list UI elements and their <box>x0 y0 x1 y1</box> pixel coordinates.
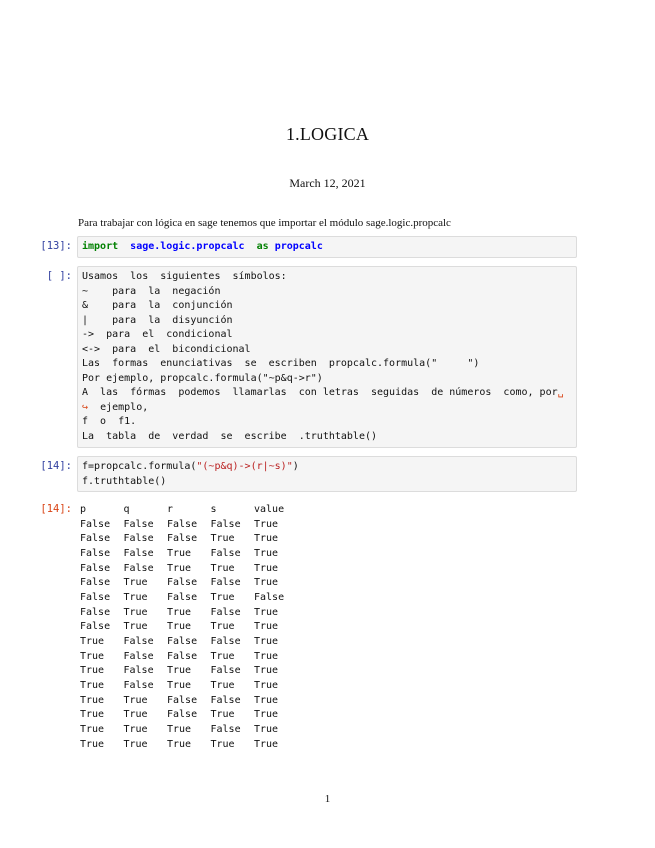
truth-table-cell: True <box>254 665 279 677</box>
truth-table-cell: False <box>123 533 154 545</box>
truth-table-cell: True <box>123 577 148 589</box>
as-keyword: as <box>256 241 269 252</box>
truth-table-cell: False <box>254 591 285 603</box>
truth-table-cell: False <box>123 562 154 574</box>
truth-table-cell: False <box>123 679 154 691</box>
truth-table-cell: True <box>254 679 279 691</box>
truth-table-row <box>80 576 284 591</box>
header-cell: r <box>167 504 174 515</box>
truth-table-cell: True <box>167 723 192 735</box>
truth-table-cell: True <box>123 738 148 750</box>
truth-table-cell: True <box>254 650 279 662</box>
truth-table-row <box>80 518 284 533</box>
truth-table-row <box>80 694 284 709</box>
truth-table-cell: True <box>123 606 148 618</box>
truth-table-cell: False <box>210 635 241 647</box>
document-date: March 12, 2021 <box>289 176 366 190</box>
code-line: La tabla de verdad se escribe .truthtable() <box>82 430 378 442</box>
truth-table-cell: True <box>210 709 235 721</box>
truth-table-cell: True <box>123 694 148 706</box>
code-line: A las fórmas podemos llamarlas con letras seguidas de números como, por <box>82 387 558 398</box>
code-line: Usamos los siguientes símbolos: <box>82 271 287 282</box>
truth-table-cell: True <box>80 679 105 691</box>
truth-table-cell: False <box>167 591 198 603</box>
truth-table-cell: False <box>167 533 198 545</box>
truth-table-cell: True <box>210 679 235 691</box>
truth-table-cell: False <box>210 665 241 677</box>
code-line: Las formas enunciativas se escriben propcalc.formula(" ") <box>82 358 480 369</box>
truth-table-header <box>80 503 284 518</box>
truth-table-row <box>80 532 284 547</box>
truth-table-cell: True <box>167 547 192 559</box>
truth-table-cell: False <box>167 518 198 530</box>
truth-table-cell: False <box>210 723 241 735</box>
truth-table-cell: True <box>123 709 148 721</box>
document-title: 1.LOGICA <box>285 124 370 144</box>
truth-table-cell: False <box>80 562 111 574</box>
cell-prompt-empty: [ ]: <box>46 270 72 282</box>
header-cell: value <box>254 504 285 515</box>
truth-table-output <box>80 503 284 752</box>
truth-table-cell: True <box>210 650 235 662</box>
truth-table-cell: True <box>254 547 279 559</box>
truth-table-cell: True <box>167 621 192 633</box>
truth-table-row <box>80 723 284 738</box>
truth-table-cell: True <box>123 723 148 735</box>
truth-table-cell: True <box>254 562 279 574</box>
page-number: 1 <box>324 793 331 805</box>
truth-table-row <box>80 591 284 606</box>
code-line: f o f1. <box>82 416 137 427</box>
header-cell: s <box>210 504 217 515</box>
module-alias: propcalc <box>274 241 323 252</box>
truth-table-cell: False <box>167 650 198 662</box>
truth-table-row <box>80 620 284 635</box>
truth-table-row <box>80 635 284 650</box>
code-line: | para la disyunción <box>82 314 233 326</box>
truth-table-cell: True <box>254 533 279 545</box>
truth-table-body <box>80 518 284 753</box>
truth-table-row <box>80 679 284 694</box>
module-name: sage.logic.propcalc <box>130 241 245 252</box>
truth-table-cell: True <box>80 635 105 647</box>
truth-table-cell: True <box>80 723 105 735</box>
truth-table-cell: False <box>123 518 154 530</box>
truth-table-row <box>80 738 284 753</box>
truth-table-cell: True <box>210 533 235 545</box>
truth-table-cell: True <box>80 694 105 706</box>
truth-table-cell: True <box>254 694 279 706</box>
truth-table-row <box>80 650 284 665</box>
truth-table-cell: False <box>210 518 241 530</box>
truth-table-cell: True <box>254 577 279 589</box>
header-cell: p <box>80 504 87 515</box>
truth-table-cell: False <box>167 635 198 647</box>
wrap-arrow-icon: ↪ <box>82 401 89 413</box>
truth-table-cell: True <box>254 518 279 530</box>
truth-table-cell: True <box>167 606 192 618</box>
truth-table-cell: True <box>254 621 279 633</box>
import-keyword: import <box>82 241 119 252</box>
truth-table-cell: False <box>80 547 111 559</box>
truth-table-cell: False <box>123 635 154 647</box>
code-line: <-> para el bicondicional <box>82 343 251 355</box>
truth-table-cell: True <box>80 650 105 662</box>
truth-table-cell: False <box>80 533 111 545</box>
truth-table-cell: True <box>254 709 279 721</box>
truth-table-cell: True <box>80 709 105 721</box>
truth-table-cell: False <box>80 577 111 589</box>
truth-table-row <box>80 562 284 577</box>
intro-paragraph: Para trabajar con lógica en sage tenemos que importar el módulo sage.logic.propcalc <box>78 217 451 229</box>
truth-table-cell: True <box>210 738 235 750</box>
line-continuation-mark: ␣ <box>557 387 564 398</box>
truth-table-cell: False <box>123 665 154 677</box>
truth-table-cell: False <box>167 694 198 706</box>
code-line: f.truthtable() <box>82 475 167 487</box>
truth-table-cell: True <box>254 635 279 647</box>
truth-table-cell: True <box>167 562 192 574</box>
truth-table-cell: True <box>167 679 192 691</box>
truth-table-cell: True <box>254 738 279 750</box>
code-line: Por ejemplo, propcalc.formula("~p&q->r") <box>82 372 323 384</box>
code-text: ) <box>292 461 299 472</box>
truth-table <box>80 503 284 752</box>
code-line: ~ para la negación <box>82 285 221 297</box>
code-line: & para la conjunción <box>82 300 233 311</box>
truth-table-cell: True <box>210 591 235 603</box>
truth-table-row <box>80 664 284 679</box>
truth-table-cell: True <box>167 738 192 750</box>
truth-table-row <box>80 606 284 621</box>
output-prompt-14: [14]: <box>40 503 72 515</box>
code-cell-formula[interactable] <box>77 456 577 492</box>
truth-table-cell: False <box>123 547 154 559</box>
formula-string: "(~p&q)->(r|~s)" <box>196 461 293 472</box>
truth-table-cell: False <box>167 577 198 589</box>
truth-table-cell: True <box>210 562 235 574</box>
truth-table-cell: False <box>80 621 111 633</box>
truth-table-cell: True <box>167 665 192 677</box>
truth-table-cell: True <box>254 723 279 735</box>
code-text: f=propcalc.formula( <box>82 461 197 472</box>
cell-prompt-13: [13]: <box>40 240 72 252</box>
code-cell-notes[interactable] <box>77 266 577 448</box>
truth-table-cell: False <box>210 547 241 559</box>
truth-table-cell: False <box>80 606 111 618</box>
truth-table-cell: False <box>210 694 241 706</box>
truth-table-cell: True <box>80 738 105 750</box>
truth-table-cell: False <box>123 650 154 662</box>
cell-prompt-14: [14]: <box>40 460 72 472</box>
truth-table-cell: True <box>123 621 148 633</box>
truth-table-cell: False <box>167 709 198 721</box>
truth-table-cell: True <box>123 591 148 603</box>
truth-table-cell: False <box>210 577 241 589</box>
truth-table-cell: True <box>254 606 279 618</box>
code-cell-import[interactable] <box>77 236 577 258</box>
truth-table-cell: True <box>210 621 235 633</box>
truth-table-row <box>80 708 284 723</box>
header-cell: q <box>123 504 130 515</box>
truth-table-cell: False <box>210 606 241 618</box>
truth-table-cell: True <box>80 665 105 677</box>
truth-table-cell: False <box>80 518 111 530</box>
truth-table-cell: False <box>80 591 111 603</box>
truth-table-row <box>80 547 284 562</box>
code-line: ejemplo, <box>88 401 149 413</box>
code-line: -> para el condicional <box>82 329 233 340</box>
